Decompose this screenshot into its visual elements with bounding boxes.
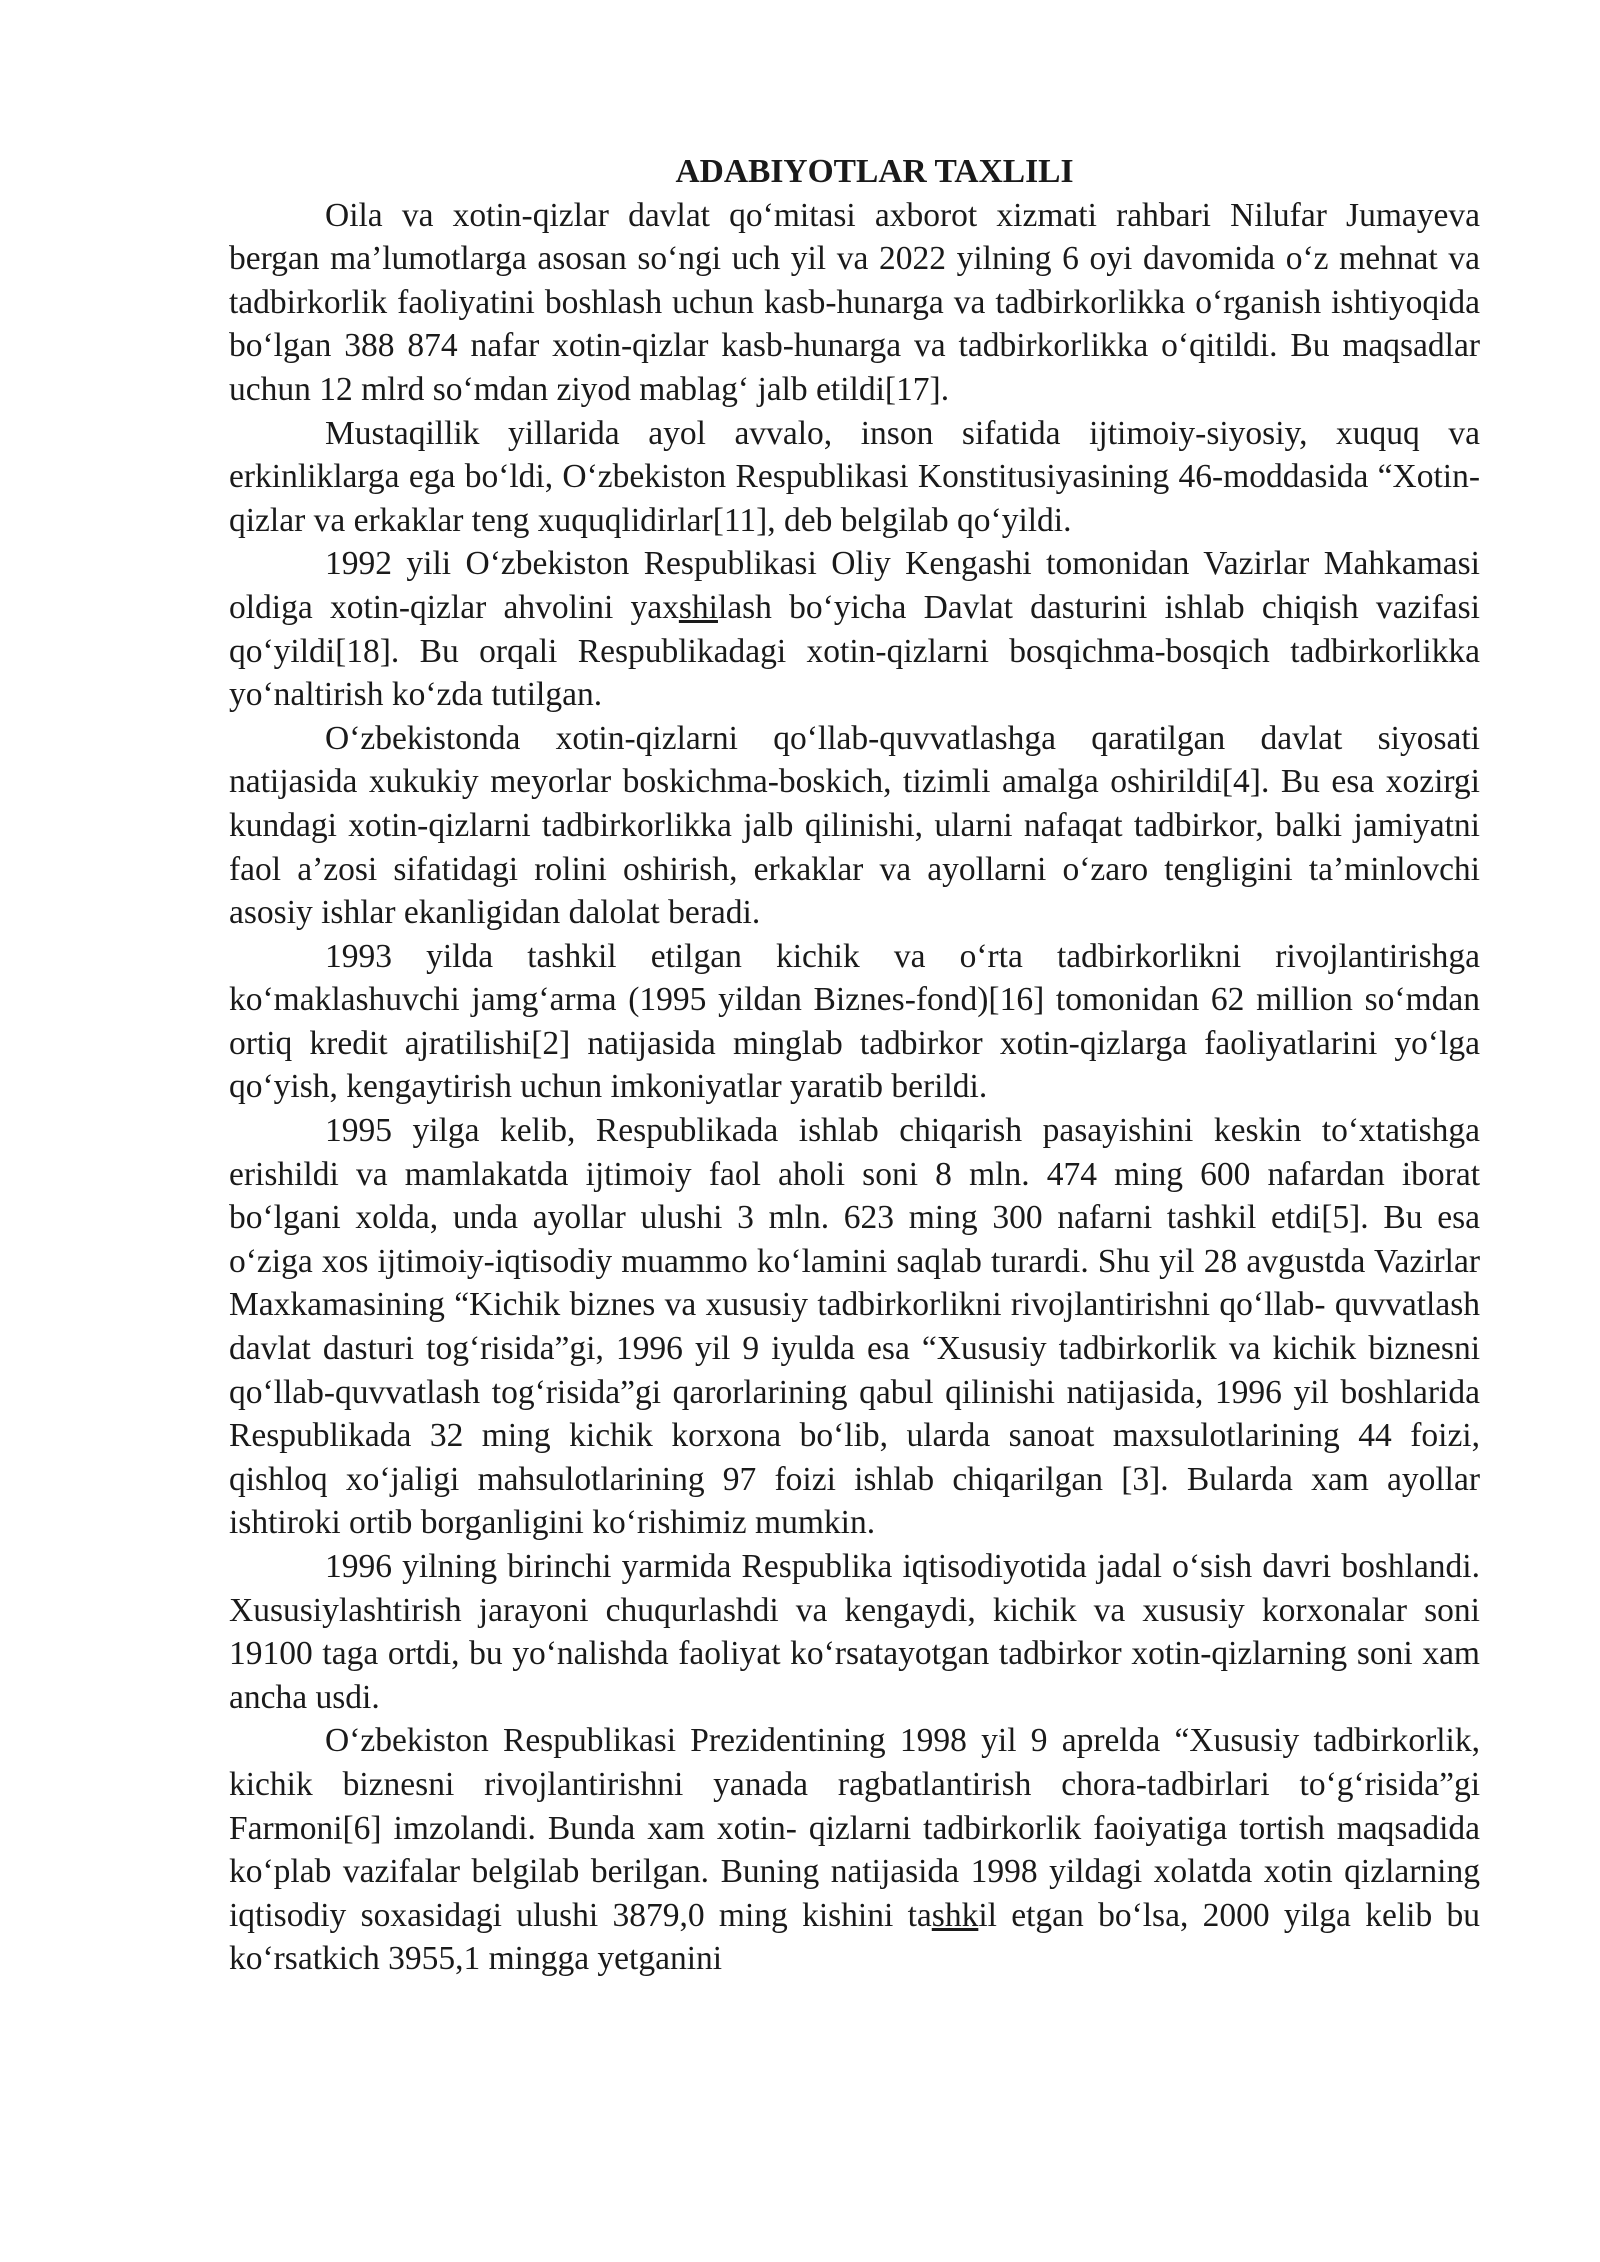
paragraph-8 bbox=[229, 1719, 1480, 1981]
paragraph-4: O‘zbekistonda xotin-qizlarni qo‘llab-quvvatlashga qaratilgan davlat siyosati natijasida xukukiy meyorlar boskichma-boskich, tizimli amalga oshirildi[4]. Bu esa xozirgi kundagi xotin-qizlarni tadbirkorlikka jalb qilinishi, ularni nafaqat tadbirkor, balki jamiyatni faol a’zosi sifatidagi rolini oshirish, erkaklar va ayollarni o‘zaro tengligini ta’minlovchi asosiy ishlar ekanligidan dalolat beradi. bbox=[229, 719, 1480, 932]
paragraph-8-start: O‘zbekiston Respublikasi Prezidentining 1998 yil 9 aprelda “Xususiy tadbirkorlik, kichik biznesni rivojlantirishni yanada ragbatlantirish chora-tadbirlari to‘g‘risida”gi Farmoni[6] imzolandi. Bunda xam xotin- qizlarni tadbirkorlik faoiyatiga tortish maqsadida ko‘plab vazifalar belgilab berilgan. Buning natijasida 1998 yildagi xolatda xotin qizlarning iqtisodiy soxasidagi ulushi 3879,0 ming kishini ta bbox=[229, 1722, 1480, 1934]
paragraph-6: 1995 yilga kelib, Respublikada ishlab chiqarish pasayishini keskin to‘xtatishga erishildi va mamlakatda ijtimoiy faol aholi soni 8 mln. 474 ming 600 nafardan iborat bo‘lgani xolda, unda ayollar ulushi 3 mln. 623 ming 300 nafarni tashkil etdi[5]. Bu esa o‘ziga xos ijtimoiy-iqtisodiy muammo ko‘lamini saqlab turardi. Shu yil 28 avgustda Vazirlar Maxkamasining “Kichik biznes va xususiy tadbirkorlikni rivojlantirishni qo‘llab- quvvatlash davlat dasturi tog‘risida”gi, 1996 yil 9 iyulda esa “Xususiy tadbirkorlik va kichik biznesni qo‘llab-quvvatlash tog‘risida”gi qarorlarining qabul qilinishi natijasida, 1996 yil boshlarida Respublikada 32 ming kichik korxona bo‘lib, ularda sanoat maxsulotlarining 44 foizi, qishloq xo‘jaligi mahsulotlarining 97 foizi ishlab chiqarilgan [3]. Bularda xam ayollar ishtiroki ortib borganligini ko‘rishimiz mumkin. bbox=[229, 1112, 1480, 1542]
paragraph-2: Mustaqillik yillarida ayol avvalo, inson sifatida ijtimoiy-siyosiy, xuquq va erkinliklarga ega bo‘ldi, O‘zbekiston Respublikasi Konstitusiyasining 46-moddasida “Xotin-qizlar va erkaklar teng xuquqlidirlar[11], deb belgilab qo‘yildi. bbox=[229, 414, 1480, 539]
underlined-fragment: shi bbox=[678, 588, 718, 626]
paragraph-3-end: lash bo‘yicha Davlat dasturini ishlab chiqish vazifasi qo‘yildi[18]. Bu orqali Respublikadagi xotin-qizlarni bosqichma-bosqich tadbirkorlikka yo‘naltirish ko‘zda tutilgan. bbox=[229, 588, 1480, 714]
paragraph-8-end: il etgan bo‘lsa, 2000 yilga kelib bu ko‘rsatkich 3955,1 mingga yetganini bbox=[229, 1896, 1480, 1978]
page-title: ADABIYOTLAR TAXLILI bbox=[675, 153, 1074, 190]
underlined-fragment: shk bbox=[931, 1896, 979, 1934]
paragraph-3 bbox=[229, 542, 1480, 716]
paragraph-5: 1993 yilda tashkil etilgan kichik va o‘rta tadbirkorlikni rivojlantirishga ko‘maklashuvchi jamg‘arma (1995 yildan Biznes-fond)[16] tomonidan 62 million so‘mdan ortiq kredit ajratilishi[2] natijasida minglab tadbirkor xotin-qizlarga faoliyatlarini yo‘lga qo‘yish, kengaytirish uchun imkoniyatlar yaratib berildi. bbox=[229, 937, 1480, 1106]
paragraph-7: 1996 yilning birinchi yarmida Respublika iqtisodiyotida jadal o‘sish davri boshlandi. Xususiylashtirish jarayoni chuqurlashdi va kengaydi, kichik va xususiy korxonalar soni 19100 taga ortdi, bu yo‘nalishda faoliyat ko‘rsatayotgan tadbirkor xotin-qizlarning soni xam ancha usdi. bbox=[229, 1548, 1480, 1716]
document-page bbox=[229, 150, 1480, 1981]
paragraph-3-start: 1992 yili O‘zbekiston Respublikasi Oliy Kengashi tomonidan Vazirlar Mahkamasi oldiga xotin-qizlar ahvolini yax bbox=[229, 545, 1480, 626]
paragraph-1: Oila va xotin-qizlar davlat qo‘mitasi axborot xizmati rahbari Nilufar Jumayeva bergan ma’lumotlarga asosan so‘ngi uch yil va 2022 yilning 6 oyi davomida o‘z mehnat va tadbirkorlik faoliyatini boshlash uchun kasb-hunarga va tadbirkorlikka o‘rganish ishtiyoqida bo‘lgan 388 874 nafar xotin-qizlar kasb-hunarga va tadbirkorlikka o‘qitildi. Bu maqsadlar uchun 12 mlrd so‘mdan ziyod mablag‘ jalb etildi[17]. bbox=[229, 196, 1480, 408]
